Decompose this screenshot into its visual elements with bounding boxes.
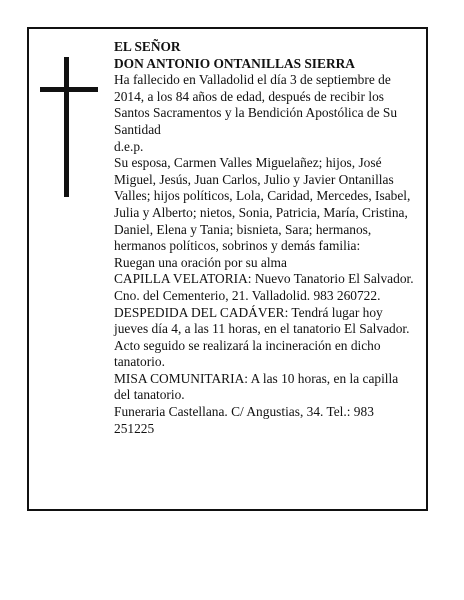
funeral-home-info: Funeraria Castellana. C/ Angustias, 34. Tel.: 983 251225 xyxy=(114,404,374,436)
chapel-info: CAPILLA VELATORIA: Nuevo Tanatorio El Salvador. Cno. del Cementerio, 21. Valladolid. 983 260722. xyxy=(114,271,414,303)
family-list: Su esposa, Carmen Valles Miguelañez; hijos, José Miguel, Jesús, Juan Carlos, Julio y Javier Ontanillas Valles; hijos políticos, Lola, Caridad, Mercedes, Isabel, Julia y Alberto; nietos, Sonia, Patricia, María, Cristina, Daniel, Elena y Tania; bisnieta, Sara; hermanos, hermanos políticos, sobrinos y demás familia: xyxy=(114,155,411,254)
dep-abbreviation: d.e.p. xyxy=(114,138,144,154)
farewell-info: DESPEDIDA DEL CADÁVER: Tendrá lugar hoy jueves día 4, a las 11 horas, en el tanatorio El Salvador. Acto seguido se realizará la incineración en dicho tanatorio. xyxy=(114,304,410,370)
cross-vertical-bar xyxy=(64,57,69,197)
obituary-text xyxy=(114,39,414,437)
deceased-name: DON ANTONIO ONTANILLAS SIERRA xyxy=(114,55,355,71)
cross-horizontal-bar xyxy=(40,87,98,92)
cross-icon xyxy=(40,57,98,197)
mass-info: MISA COMUNITARIA: A las 10 horas, en la capilla del tanatorio. xyxy=(114,370,399,403)
death-info: Ha fallecido en Valladolid el día 3 de septiembre de 2014, a los 84 años de edad, después de recibir los Santos Sacramentos y la Bendición Apostólica de Su Santidad xyxy=(114,72,398,137)
title-line-1: EL SEÑOR xyxy=(114,39,181,54)
prayer-request: Ruegan una oración por su alma xyxy=(114,254,287,270)
